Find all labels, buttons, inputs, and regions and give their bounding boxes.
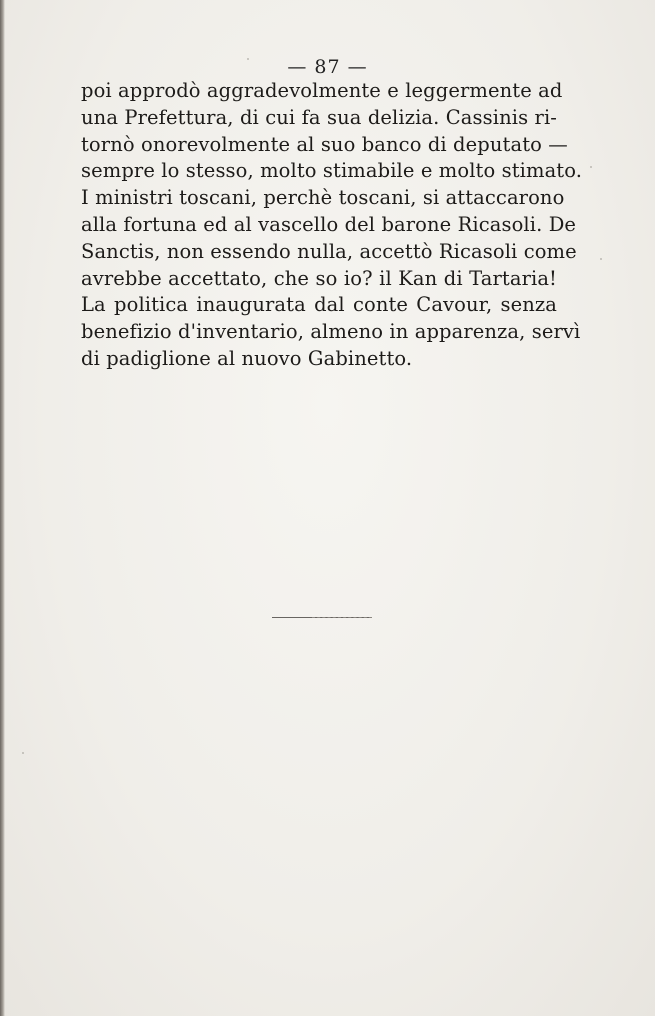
text-line: benefizio d'inventario, almeno in apparenza, servì	[81, 320, 581, 344]
paper-speck	[247, 58, 249, 60]
paper-speck	[600, 258, 602, 260]
text-line: I ministri toscani, perchè toscani, si attaccarono	[81, 186, 565, 210]
text-line: alla fortuna ed al vascello del barone Ricasoli. De	[81, 212, 577, 236]
page-number: — 87 —	[287, 56, 368, 78]
section-separator-rule	[272, 617, 372, 618]
body-text	[81, 78, 583, 373]
page-binding-edge	[0, 0, 5, 1016]
text-line: La politica inaugurata dal conte Cavour, senza	[81, 293, 557, 317]
text-line: una Prefettura, di cui fa sua delizia. Cassinis ri-	[81, 105, 557, 129]
text-line-final: di padiglione al nuovo Gabinetto.	[81, 346, 413, 370]
text-line: sempre lo stesso, molto stimabile e molto stimato.	[81, 159, 583, 183]
text-line: avrebbe accettato, che so io? il Kan di Tartaria!	[81, 266, 557, 290]
paper-speck	[22, 752, 24, 754]
text-line: poi approdò aggradevolmente e leggermente ad	[81, 79, 563, 102]
text-line: Sanctis, non essendo nulla, accettò Ricasoli come	[81, 239, 577, 263]
paper-speck	[590, 166, 592, 168]
text-line: tornò onorevolmente al suo banco di deputato —	[81, 132, 568, 156]
